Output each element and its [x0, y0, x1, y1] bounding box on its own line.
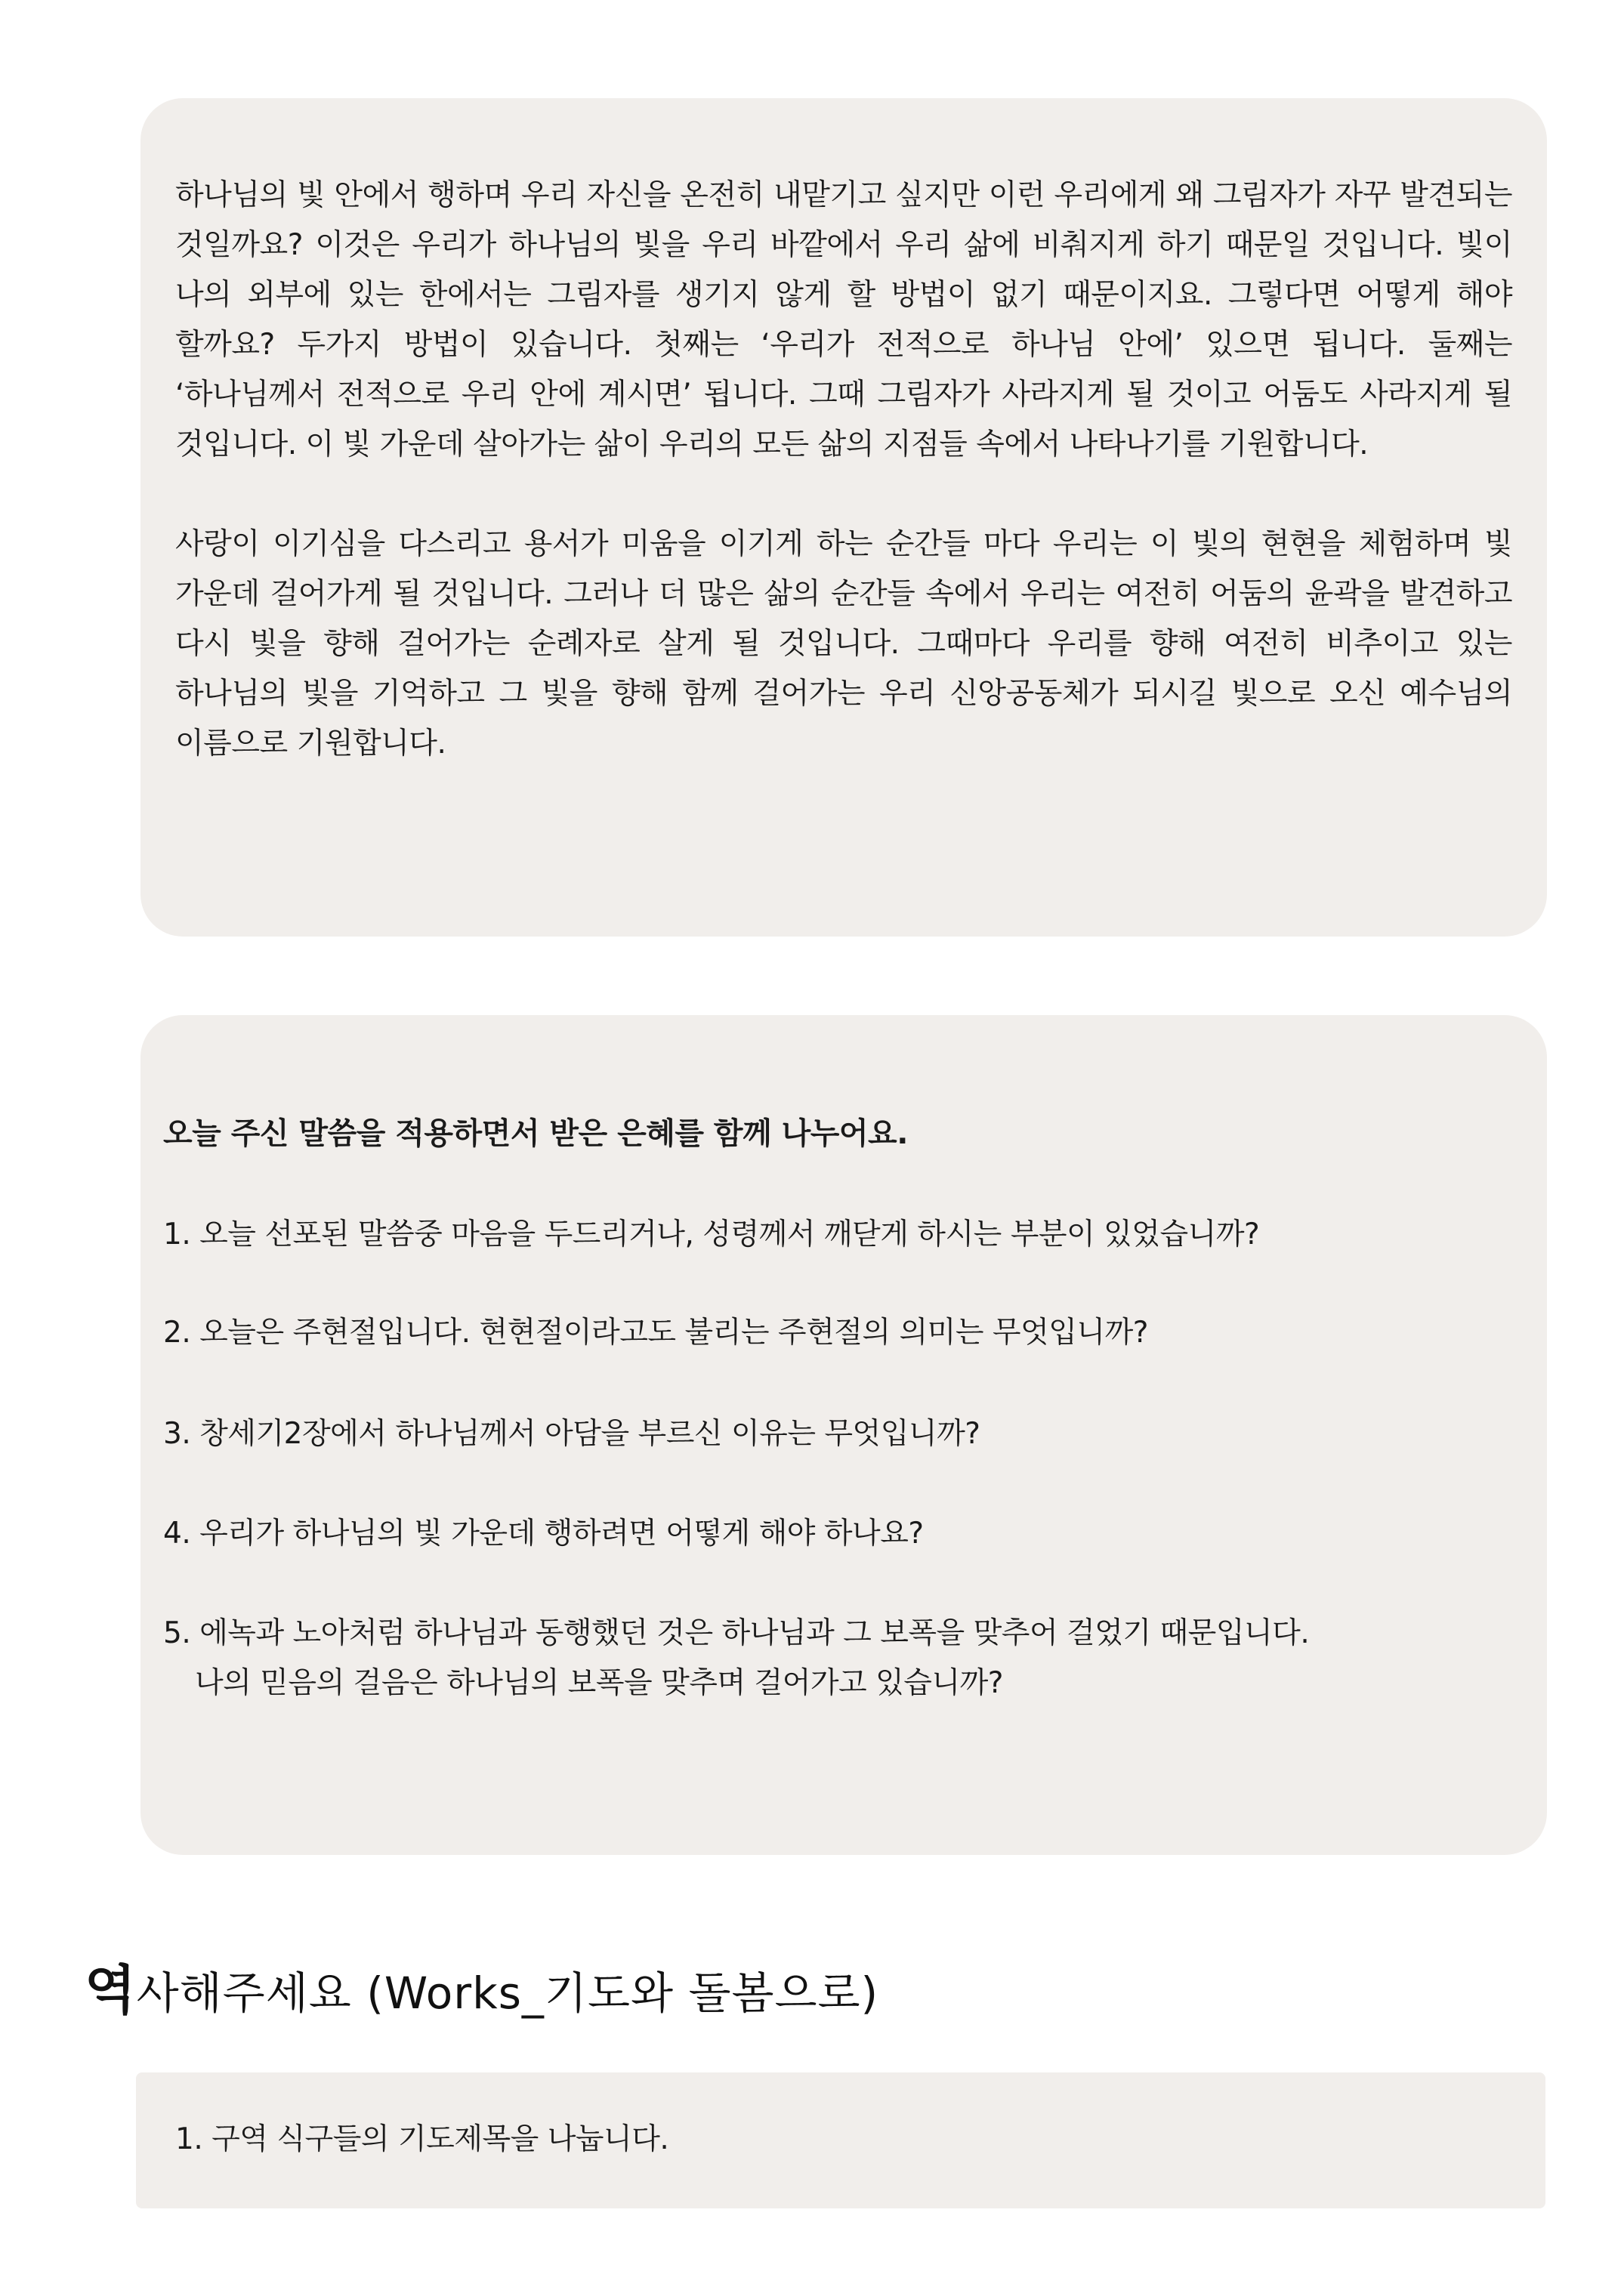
question-item: 3. 창세기2장에서 하나님께서 아담을 부르신 이유는 무엇입니까? [163, 1417, 980, 1451]
section-title-initial: 역 [85, 1959, 137, 2021]
section-title [85, 1956, 878, 2027]
question-item: 2. 오늘은 주현절입니다. 현현절이라고도 불리는 주현절의 의미는 무엇입니까? [163, 1316, 1148, 1350]
discussion-questions-card [140, 1015, 1547, 1855]
reflection-paragraph: 하나님의 빛 안에서 행하며 우리 자신을 온전히 내맡기고 싶지만 이런 우리에게 왜 그림자가 자꾸 발견되는 것일까요? 이것은 우리가 하나님의 빛을 우리 바깥에서 우리 삶에 비춰지게 하기 때문일 것입니다. 빛이 나의 외부에 있는 한에서는 그림자를 생기지 않게 할 방법이 없기 때문이지요. 그렇다면 어떻게 해야 할까요? 두가지 방법이 있습니다. 첫째는 ‘우리가 전적으로 하나님 안에’ 있으면 됩니다. 둘째는 ‘하나님께서 전적으로 우리 안에 계시면’ 됩니다. 그때 그림자가 사라지게 될 것이고 어둠도 사라지게 될 것입니다. 이 빛 가운데 살아가는 삶이 우리의 모든 삶의 지점들 속에서 나타나기를 기원합니다. [175, 178, 1512, 461]
question-item [163, 1609, 1309, 1708]
questions-heading: 오늘 주신 말씀을 적용하면서 받은 은혜를 함께 나누어요. [163, 1116, 908, 1151]
question-item: 4. 우리가 하나님의 빛 가운데 행하려면 어떻게 해야 하나요? [163, 1517, 924, 1551]
section-title-text: 사해주세요 (Works_기도와 돌봄으로) [136, 1967, 879, 2019]
reflection-paragraph: 사랑이 이기심을 다스리고 용서가 미움을 이기게 하는 순간들 마다 우리는 이 빛의 현현을 체험하며 빛 가운데 걸어가게 될 것입니다. 그러나 더 많은 삶의 순간들 속에서 우리는 여전히 어둠의 윤곽을 발견하고 다시 빛을 향해 걸어가는 순례자로 살게 될 것입니다. 그때마다 우리를 향해 여전히 비추이고 있는 하나님의 빛을 기억하고 그 빛을 향해 함께 걸어가는 우리 신앙공동체가 되시길 빛으로 오신 예수님의 이름으로 기원합니다. [175, 527, 1512, 761]
question-item-continuation: 나의 믿음의 걸음은 하나님의 보폭을 맞추며 걸어가고 있습니까? [195, 1666, 1004, 1700]
reflection-card [140, 98, 1547, 937]
question-item-line: 5. 에녹과 노아처럼 하나님과 동행했던 것은 하나님과 그 보폭을 맞추어 걸었기 때문입니다. [163, 1616, 1310, 1650]
works-box [136, 2072, 1545, 2208]
works-list-item: 1. 구역 식구들의 기도제목을 나눕니다. [175, 2122, 669, 2156]
question-item: 1. 오늘 선포된 말씀중 마음을 두드리거나, 성령께서 깨닫게 하시는 부분이 있었습니까? [163, 1217, 1260, 1251]
